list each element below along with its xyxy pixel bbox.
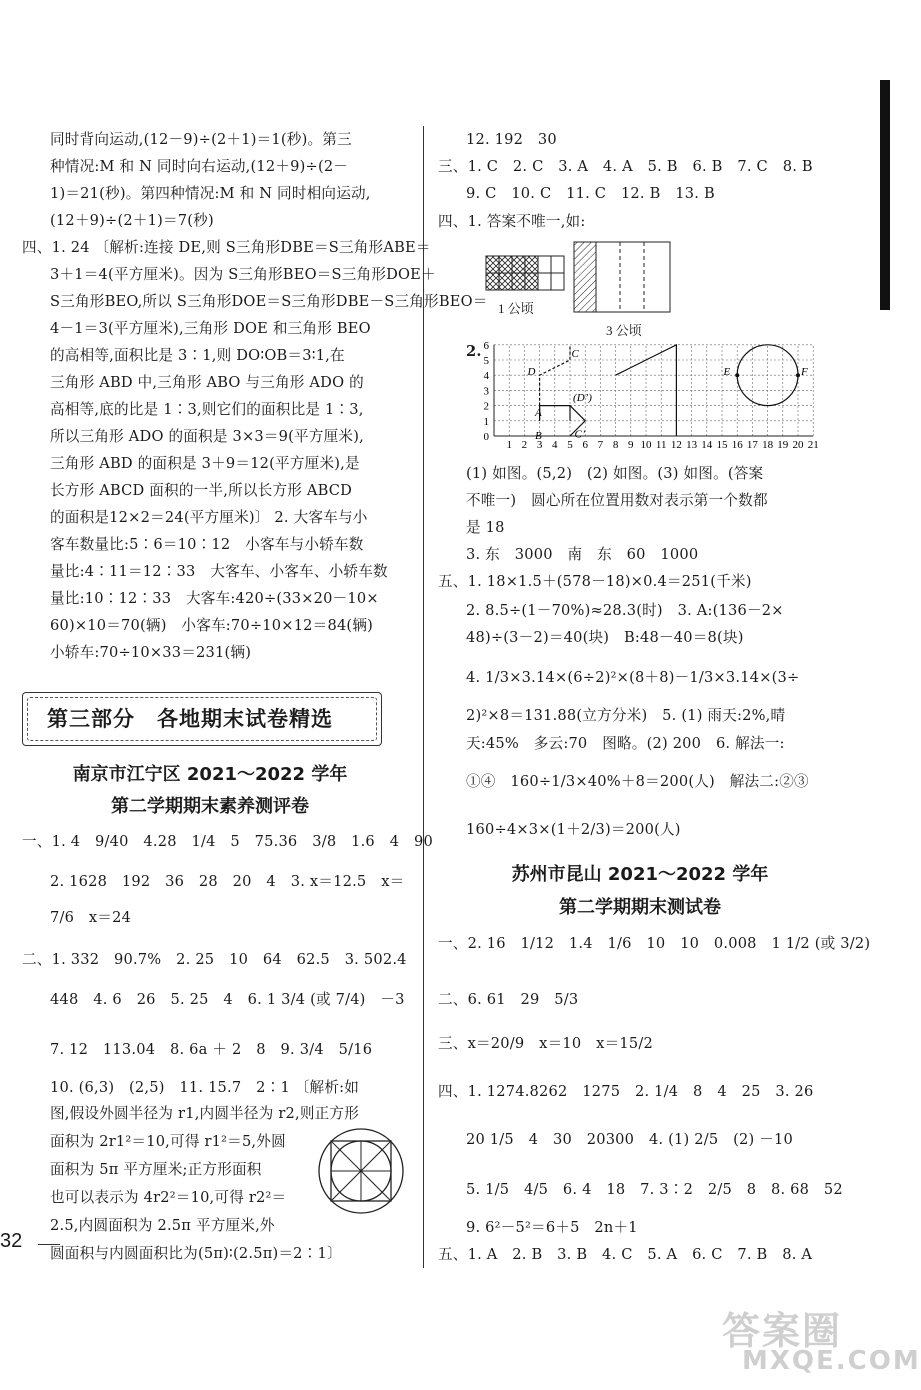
figure-label: 3 公顷	[606, 323, 642, 338]
x-tick-label: 18	[762, 439, 774, 451]
text-line: 2.5,内圆面积为 2.5π 平方厘米,外	[50, 1217, 275, 1234]
text-line: 五、1. 18×1.5＋(578－18)×0.4＝251(千米)	[438, 573, 752, 590]
text-line: 圆面积与内圆面积比为(5π)∶(2.5π)＝2∶1〕	[50, 1245, 342, 1262]
text-line: 的高相等,面积比是 3∶1,则 DO∶OB＝3∶1,在	[50, 347, 345, 364]
grid-point-label: B	[535, 430, 542, 443]
text-line: (1) 如图。(5,2) (2) 如图。(3) 如图。(答案	[466, 465, 764, 482]
exam-title: 南京市江宁区 2021～2022 学年	[72, 764, 348, 785]
exam-subtitle: 第二学期期末测试卷	[559, 897, 721, 918]
grid-point-label: F	[801, 366, 808, 379]
page-number-dash	[38, 1244, 60, 1245]
grid-point-label: E	[723, 366, 731, 379]
text-line: 面积为 5π 平方厘米;正方形面积	[50, 1161, 262, 1178]
text-line: 图,假设外圆半径为 r1,内圆半径为 r2,则正方形	[50, 1105, 360, 1122]
text-line: 9. C 10. C 11. C 12. B 13. B	[466, 185, 715, 202]
text-line: 3＋1＝4(平方厘米)。因为 S三角形BEO＝S三角形DOE＋	[50, 266, 436, 283]
text-line: 四、1. 答案不唯一,如:	[438, 213, 586, 230]
y-tick-label: 6	[483, 339, 489, 352]
text-line: 4. 1/3×3.14×(6÷2)²×(8＋8)－1/3×3.14×(3÷	[466, 669, 800, 686]
page-edge-marker	[880, 80, 890, 310]
x-tick-label: 11	[655, 439, 667, 451]
x-tick-label: 9	[628, 439, 634, 451]
exam-title: 苏州市昆山 2021～2022 学年	[511, 864, 769, 885]
text-line: 量比:4∶11＝12∶33 大客车、小客车、小轿车数	[50, 563, 388, 580]
text-line: 四、1. 24 〔解析:连接 DE,则 S三角形DBE＝S三角形ABE＝	[22, 239, 431, 256]
x-tick-label: 15	[716, 439, 728, 451]
y-tick-label: 0	[483, 431, 489, 443]
text-line: 12. 192 30	[466, 131, 557, 148]
text-line: 7. 12 113.04 8. 6a ＋ 2 8 9. 3/4 5/16	[50, 1041, 373, 1058]
text-line: 一、1. 4 9/40 4.28 1/4 5 75.36 3/8 1.6 4 90	[22, 833, 433, 850]
text-line: 2. 1628 192 36 28 20 4 3. x＝12.5 x＝	[50, 873, 405, 890]
y-tick-label: 1	[483, 415, 489, 428]
x-tick-label: 4	[552, 439, 558, 451]
text-line: 5. 1/5 4/5 6. 4 18 7. 3∶2 2/5 8 8. 68 52	[466, 1181, 843, 1198]
y-tick-label: 2	[483, 400, 489, 413]
x-tick-label: 7	[597, 439, 604, 451]
part-three-banner	[22, 692, 382, 746]
text-line: 小轿车:70÷10×33＝231(辆)	[50, 644, 252, 661]
three-hectare-figure	[572, 240, 672, 316]
y-tick-label: 4	[483, 370, 489, 383]
text-line: 一、2. 16 1/12 1.4 1/6 10 10 0.008 1 1/2 (或 3/2)	[438, 935, 871, 952]
watermark-url: MXQE.COM	[742, 1346, 921, 1376]
text-line: 四、1. 1274.8262 1275 2. 1/4 8 4 25 3. 26	[438, 1083, 814, 1100]
text-line: (12＋9)÷(2＋1)＝7(秒)	[50, 212, 214, 229]
text-line: 长方形 ABCD 面积的一半,所以长方形 ABCD	[50, 482, 353, 499]
text-line: S三角形BEO,所以 S三角形DOE＝S三角形DBE－S三角形BEO＝	[50, 293, 488, 310]
text-line: 160÷4×3×(1＋2/3)＝200(人)	[466, 821, 681, 838]
text-line: 面积为 2r1²＝10,可得 r1²＝5,外圆	[50, 1133, 286, 1150]
point-e	[735, 373, 739, 377]
text-line: 三、x＝20/9 x＝10 x＝15/2	[438, 1035, 653, 1052]
x-tick-label: 2	[521, 439, 528, 451]
x-tick-label: 8	[612, 439, 619, 451]
text-line: 客车数量比:5∶6＝10∶12 小客车与小轿车数	[50, 536, 364, 553]
x-tick-label: 3	[536, 439, 543, 451]
x-tick-label: 14	[701, 439, 713, 451]
text-line: 3. 东 3000 南 东 60 1000	[466, 546, 699, 563]
one-hectare-figure	[484, 242, 568, 294]
question-number: 2.	[466, 343, 482, 360]
text-line: 也可以表示为 4r2²＝10,可得 r2²＝	[50, 1189, 287, 1206]
watermark-logo: 答案圈	[722, 1309, 843, 1353]
text-line: ①④ 160÷1/3×40%＋8＝200(人) 解法二:②③	[466, 773, 809, 790]
point-f	[796, 373, 800, 377]
coordinate-grid	[478, 339, 824, 452]
y-tick-label: 3	[483, 385, 489, 398]
grid-point-label: C’	[574, 428, 586, 441]
grid-point-label: D	[527, 366, 536, 379]
grid-point-label: C	[571, 347, 579, 360]
text-line: 10. (6,3) (2,5) 11. 15.7 2∶1 〔解析:如	[50, 1079, 360, 1096]
text-line: 是 18	[466, 519, 505, 536]
text-line: 三、1. C 2. C 3. A 4. A 5. B 6. B 7. C 8. B	[438, 158, 813, 175]
x-tick-label: 12	[670, 439, 682, 451]
text-line: 所以三角形 ADO 的面积是 3×3＝9(平方厘米),	[50, 428, 364, 445]
text-line: 7/6 x＝24	[50, 909, 132, 926]
text-line: 不唯一) 圆心所在位置用数对表示第一个数都	[466, 492, 768, 509]
text-line: 三角形 ABD 中,三角形 ABO 与三角形 ADO 的	[50, 374, 364, 391]
text-line: 种情况:M 和 N 同时向右运动,(12＋9)÷(2－	[50, 158, 349, 175]
text-line: 1)＝21(秒)。第四种情况:M 和 N 同时相向运动,	[50, 185, 371, 202]
text-line: 4－1＝3(平方厘米),三角形 DOE 和三角形 BEO	[50, 320, 371, 337]
x-tick-label: 19	[777, 439, 789, 451]
square-circles-figure	[318, 1128, 404, 1214]
page-number: 32	[0, 1230, 23, 1252]
text-line: 二、1. 332 90.7% 2. 25 10 64 62.5 3. 502.4	[22, 951, 407, 968]
text-line: 同时背向运动,(12－9)÷(2＋1)＝1(秒)。第三	[50, 131, 352, 148]
x-tick-label: 1	[506, 439, 512, 451]
x-tick-label: 21	[807, 439, 819, 451]
text-line: 20 1/5 4 30 20300 4. (1) 2/5 (2) －10	[466, 1131, 793, 1148]
x-tick-label: 6	[582, 439, 588, 451]
text-line: 的面积是12×2＝24(平方厘米)〕 2. 大客车与小	[50, 509, 368, 526]
x-tick-label: 5	[567, 439, 573, 451]
text-line: 48)÷(3－2)＝40(块) B:48－40＝8(块)	[466, 629, 744, 646]
x-tick-label: 13	[686, 439, 698, 451]
x-tick-label: 20	[792, 439, 804, 451]
text-line: 天:45% 多云:70 图略。(2) 200 6. 解法一:	[466, 735, 785, 752]
text-line: 量比:10∶12∶33 大客车:420÷(33×20－10×	[50, 590, 379, 607]
figure-label: 1 公顷	[498, 301, 534, 316]
text-line: 五、1. A 2. B 3. B 4. C 5. A 6. C 7. B 8. A	[438, 1246, 813, 1263]
banner-title: 第三部分 各地期末试卷精选	[47, 707, 333, 731]
x-tick-label: 10	[640, 439, 652, 451]
text-line: 2. 8.5÷(1－70%)≈28.3(时) 3. A:(136－2×	[466, 602, 784, 619]
text-line: 二、6. 61 29 5/3	[438, 991, 579, 1008]
y-tick-label: 5	[483, 355, 489, 367]
text-line: 9. 6²－5²＝6＋5 2n＋1	[466, 1219, 638, 1236]
x-tick-label: 17	[746, 439, 758, 451]
grid-point-label: A	[535, 407, 542, 420]
text-line: 三角形 ABD 的面积是 3＋9＝12(平方厘米),是	[50, 455, 360, 472]
exam-subtitle: 第二学期期末素养测评卷	[111, 796, 309, 817]
text-line: 高相等,底的比是 1∶3,则它们的面积比是 1∶3,	[50, 401, 364, 418]
text-line: 448 4. 6 26 5. 25 4 6. 1 3/4 (或 7/4) －3	[50, 991, 405, 1008]
grid-point-label: (D’)	[573, 392, 592, 405]
x-tick-label: 16	[731, 439, 743, 451]
text-line: 60)×10＝70(辆) 小客车:70÷10×12＝84(辆)	[50, 617, 374, 634]
text-line: 2)²×8＝131.88(立方分米) 5. (1) 雨天:2%,晴	[466, 707, 786, 724]
